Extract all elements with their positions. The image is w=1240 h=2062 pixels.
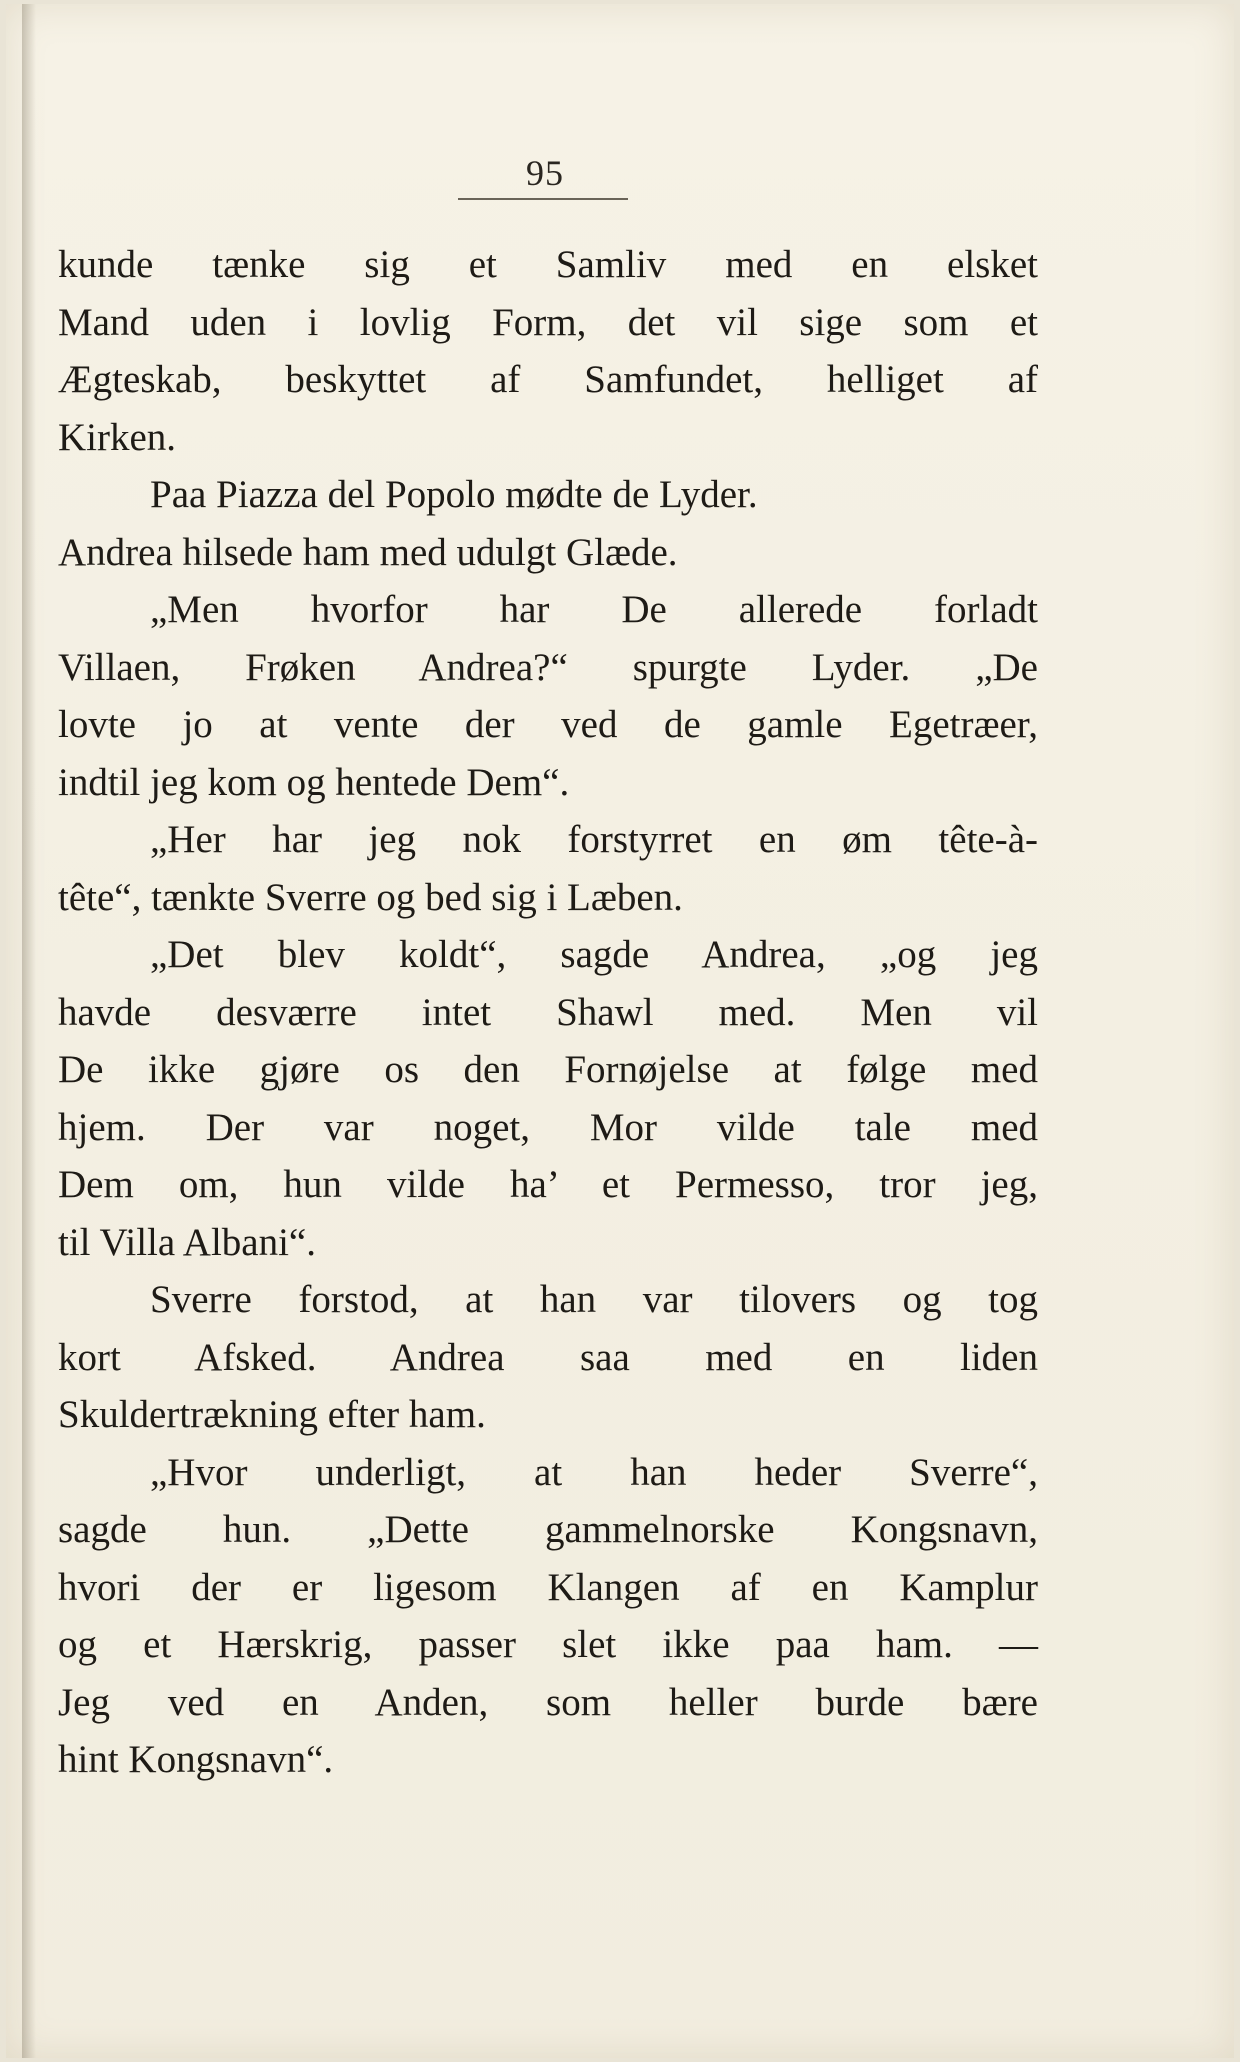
- text-line: „Her har jeg nok forstyrret en øm tête-à-: [150, 818, 1038, 861]
- text-line: Paa Piazza del Popolo mødte de Lyder.: [150, 473, 758, 516]
- text-line: Dem om, hun vilde ha’ et Permesso, tror jeg,: [58, 1163, 1038, 1206]
- page-number-rule: [458, 198, 628, 200]
- text-line: Villaen, Frøken Andrea?“ spurgte Lyder. „De: [58, 645, 1038, 689]
- text-line: kort Afsked. Andrea saa med en liden: [58, 1335, 1038, 1379]
- text-line: havde desværre intet Shawl med. Men vil: [58, 990, 1038, 1034]
- text-line: Mand uden i lovlig Form, det vil sige som et: [58, 300, 1038, 344]
- text-line: „Det blev koldt“, sagde Andrea, „og jeg: [150, 933, 1038, 976]
- text-line: Ægteskab, beskyttet af Samfundet, helliget af: [58, 358, 1038, 401]
- text-line: lovte jo at vente der ved de gamle Egetræer,: [58, 703, 1038, 746]
- text-line: hvori der er ligesom Klangen af en Kamplur: [58, 1565, 1038, 1609]
- text-line: til Villa Albani“.: [58, 1220, 316, 1264]
- text-line: „Hvor underligt, at han heder Sverre“,: [150, 1450, 1038, 1494]
- text-line: Skuldertrækning efter ham.: [58, 1393, 486, 1436]
- text-line: Sverre forstod, at han var tilovers og tog: [150, 1278, 1038, 1321]
- text-line: Jeg ved en Anden, som heller burde bære: [58, 1680, 1038, 1724]
- page-binding-shadow: [22, 4, 36, 2058]
- text-line: hint Kongsnavn“.: [58, 1738, 334, 1781]
- text-line: sagde hun. „Dette gammelnorske Kongsnavn,: [58, 1508, 1038, 1551]
- text-line: indtil jeg kom og hentede Dem“.: [58, 760, 570, 804]
- body-text: [58, 236, 1038, 1789]
- text-line: hjem. Der var noget, Mor vilde tale med: [58, 1105, 1038, 1149]
- book-page: [6, 4, 1234, 2058]
- text-line: „Men hvorfor har De allerede forladt: [150, 588, 1038, 631]
- text-line: kunde tænke sig et Samliv med en elsket: [58, 243, 1038, 286]
- text-line: og et Hærskrig, passer slet ikke paa ham. —: [58, 1623, 1038, 1666]
- text-line: tête“, tænkte Sverre og bed sig i Læben.: [58, 875, 683, 919]
- text-line: Andrea hilsede ham med udulgt Glæde.: [58, 530, 678, 574]
- page-number: 95: [526, 153, 564, 193]
- text-line: De ikke gjøre os den Fornøjelse at følge med: [58, 1048, 1038, 1091]
- text-line: Kirken.: [58, 415, 177, 459]
